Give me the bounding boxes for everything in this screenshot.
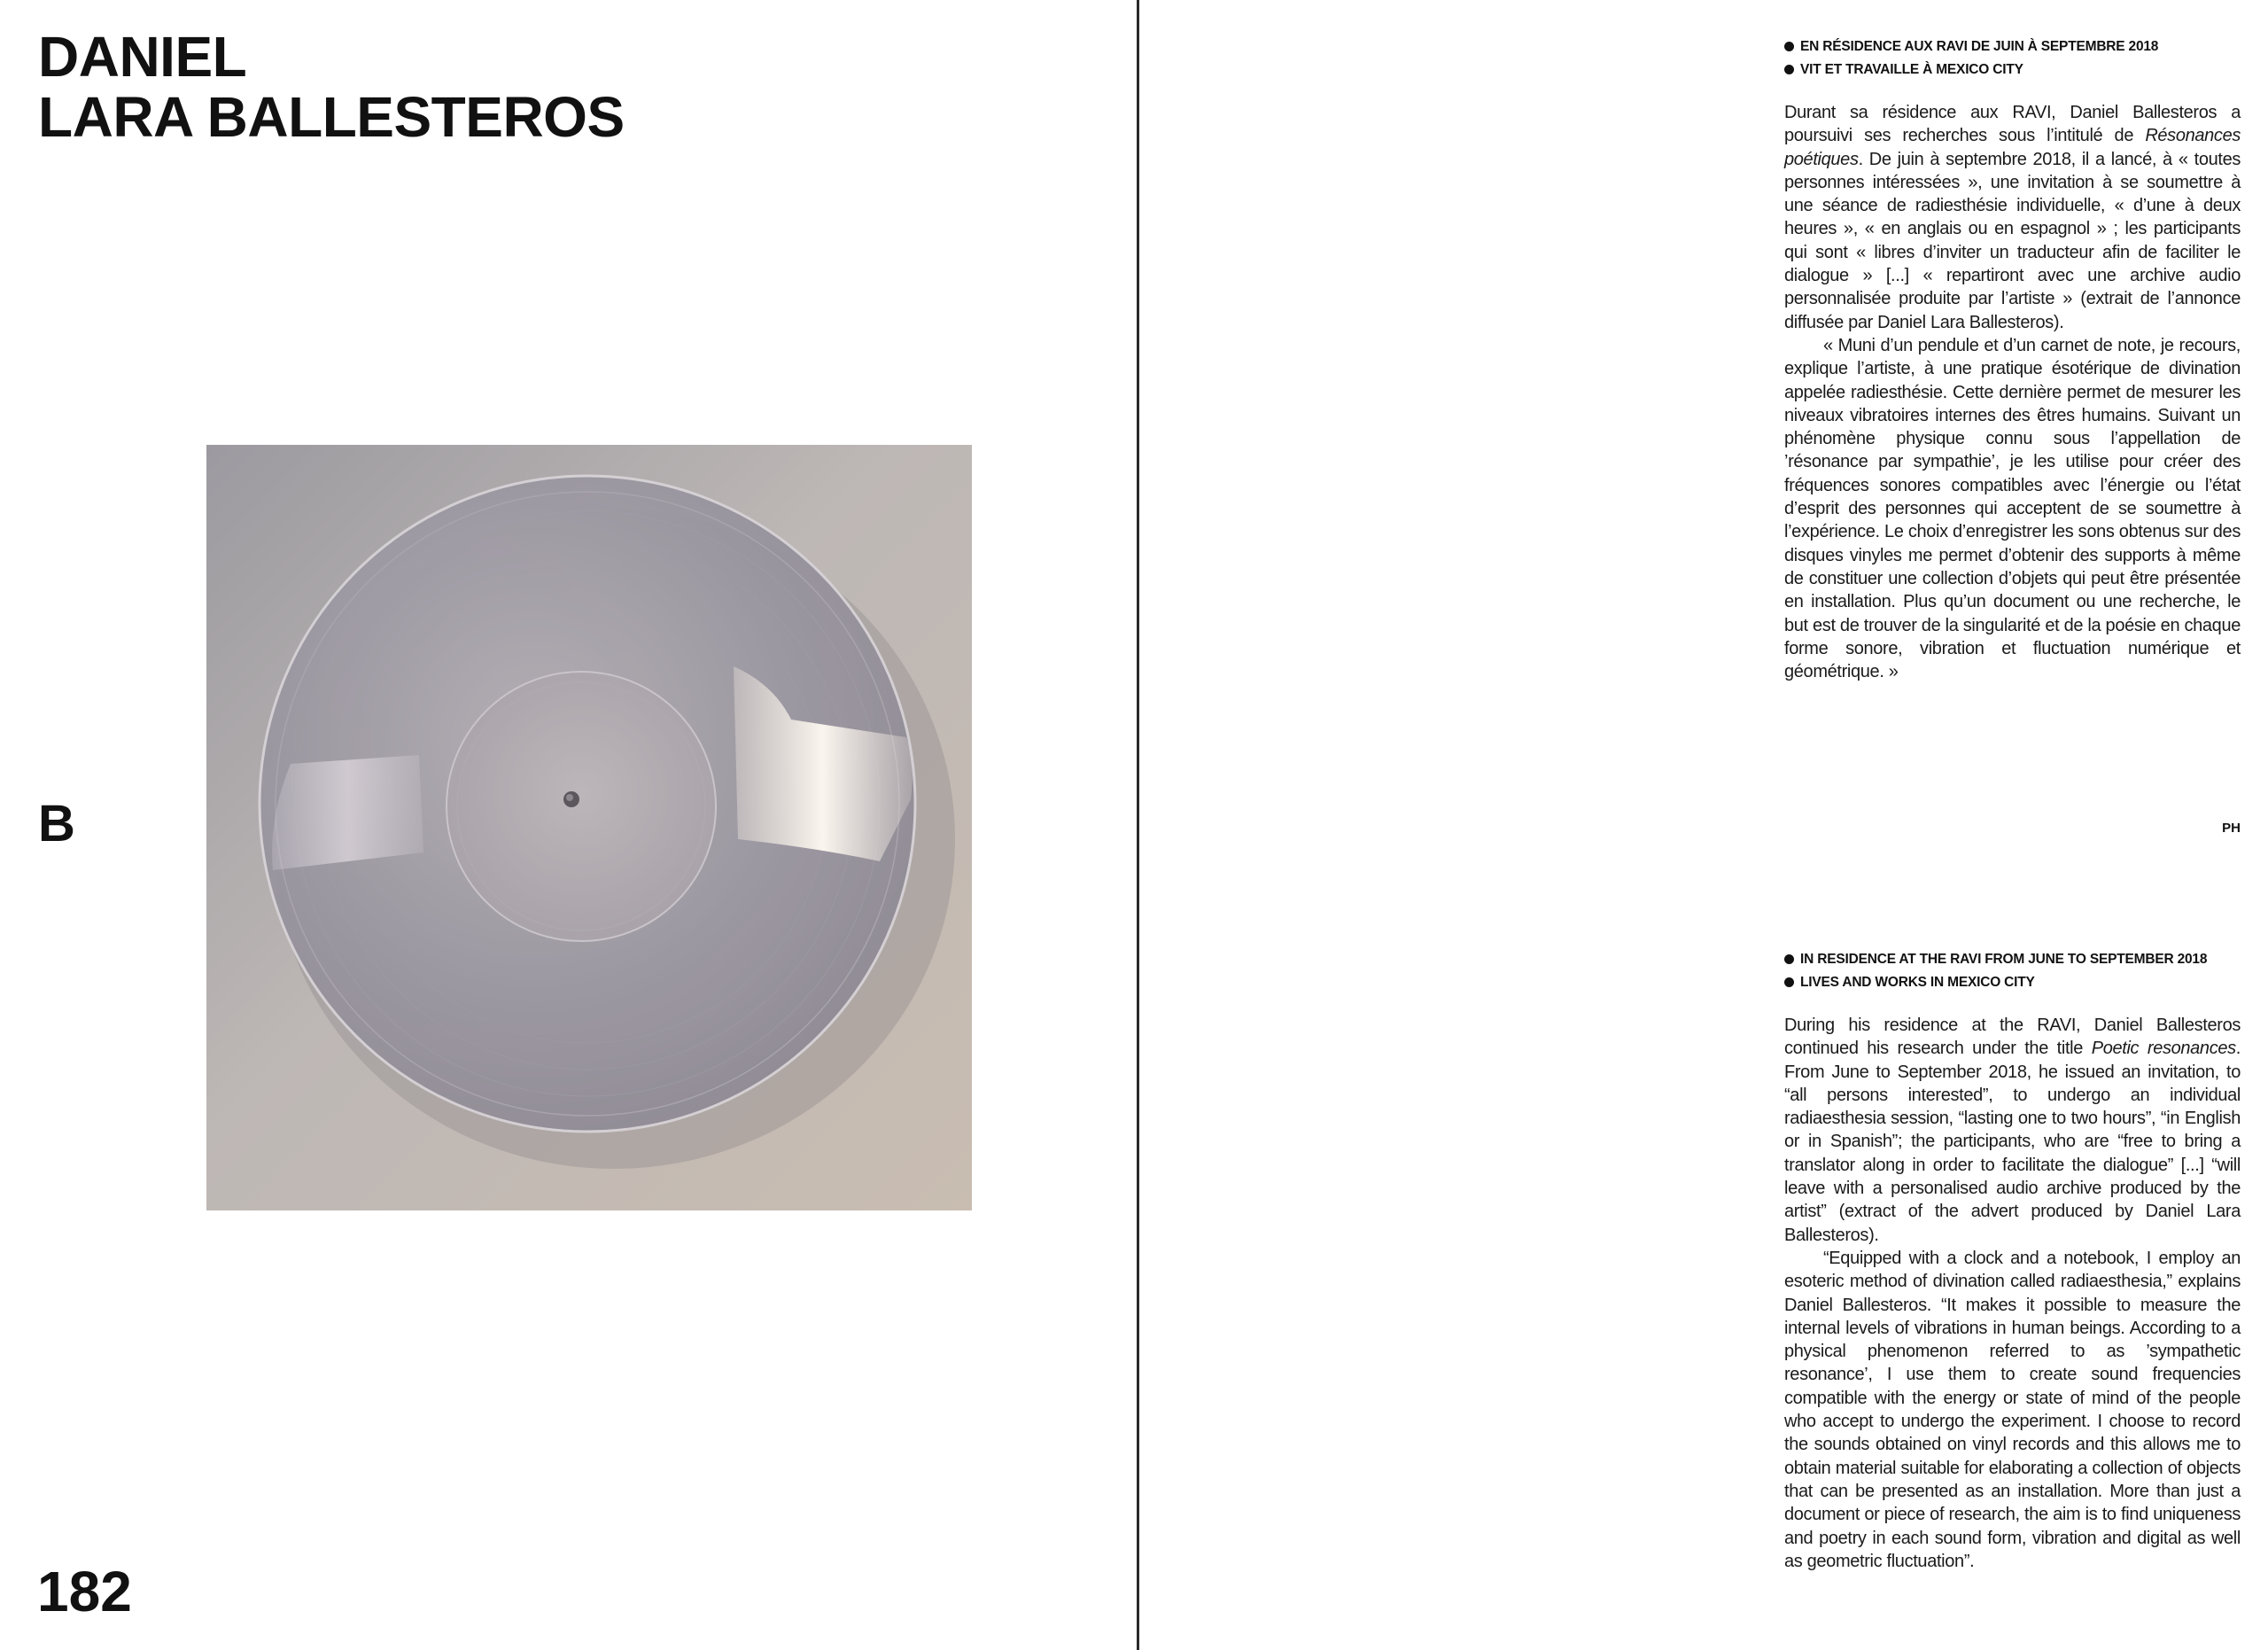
bullet-icon [1784,977,1794,987]
english-text-block [1784,948,2241,1573]
french-paragraph-2: « Muni d’un pendule et d’un carnet de note, je recours, explique l’artiste, à une pratique ésotérique de divination appelée radiesthésie. Cette dernière permet de mesurer les niveaux vibratoires internes des êtres humains. Suivant un phénomène physique connu sous l’appellation de ’résonance par sympathie’, je les utilise pour créer des fréquences sonores compatibles avec l’énergie ou l’état d’esprit des personnes qui acceptent de se soumettre à l’expérience. Le choix d’enregistrer les sons obtenus sur des disques vinyles me permet d’obtenir des supports à même de constituer une collection d’objets qui peut être présentée en installation. Plus qu’un document ou une recherche, le but est de trouver de la singularité et de la poésie en chaque forme sonore, vibration et fluctuation numérique et géométrique. » [1784,335,2241,682]
meta-item: VIT ET TRAVAILLE À MEXICO CITY [1784,58,2241,82]
french-paragraph-1: Durant sa résidence aux RAVI, Daniel Ballesteros a poursuivi ses recherches sous l’intitulé de Résonances poétiques. De juin à septembre 2018, il a lancé, à « toutes personnes intéressées », une invitation à se soumettre à une séance de radiesthésie individuelle, « d’une à deux heures », « en anglais ou en espagnol » ; les participants qui sont « libres d’inviter un traducteur afin de faciliter le dialogue » [...] « repartiront avec une archive audio personnalisée produite par l’artiste » (extrait de l’annonce diffusée par Daniel Lara Ballesteros). [1784,103,2241,332]
artist-name-line-2: LARA BALLESTEROS [38,85,625,149]
artist-name-line-1: DANIEL [38,25,247,89]
bullet-icon [1784,954,1794,964]
french-text-block [1784,35,2241,683]
meta-item: EN RÉSIDENCE AUX RAVI DE JUIN À SEPTEMBRE 2018 [1784,35,2241,58]
section-letter: B [38,795,75,852]
vinyl-record-photo [206,445,972,1210]
artist-name [38,27,625,147]
right-page [1139,0,2268,1650]
english-meta-list [1784,948,2241,994]
page-number: 182 [37,1560,132,1623]
english-paragraph-1: During his residence at the RAVI, Daniel Ballesteros continued his research under the title Poetic resonances. From June to September 2018, he issued an invitation, to “all persons interested”, to undergo an individual radiaesthesia session, “lasting one to two hours”, “in English or in Spanish”; the participants, who are “free to bring a translator along in order to facilitate the dialogue” [...] “will leave with a personalised audio archive produced by the artist” (extract of the advert produced by Daniel Lara Ballesteros). [1784,1016,2241,1245]
french-meta-list [1784,35,2241,82]
author-initials: PH [2222,821,2241,836]
english-paragraph-2: “Equipped with a clock and a notebook, I employ an esoteric method of divination called radiaesthesia,” explains Daniel Ballesteros. “It makes it possible to measure the internal levels of vibrations in human beings. According to a physical phenomenon referred to as ’sympathetic resonance’, I use them to create sound frequencies compatible with the energy or state of mind of the people who accept to undergo the experiment. I choose to record the sounds obtained on vinyl records and this allows me to obtain material suitable for elaborating a collection of objects that can be presented as an installation. More than just a document or piece of research, the aim is to find uniqueness and poetry in each sound form, vibration and digital as well as geometric fluctuation”. [1784,1248,2241,1571]
meta-item: IN RESIDENCE AT THE RAVI FROM JUNE TO SEPTEMBER 2018 [1784,948,2241,971]
bullet-icon [1784,42,1794,51]
bullet-icon [1784,65,1794,74]
meta-item: LIVES AND WORKS IN MEXICO CITY [1784,971,2241,994]
